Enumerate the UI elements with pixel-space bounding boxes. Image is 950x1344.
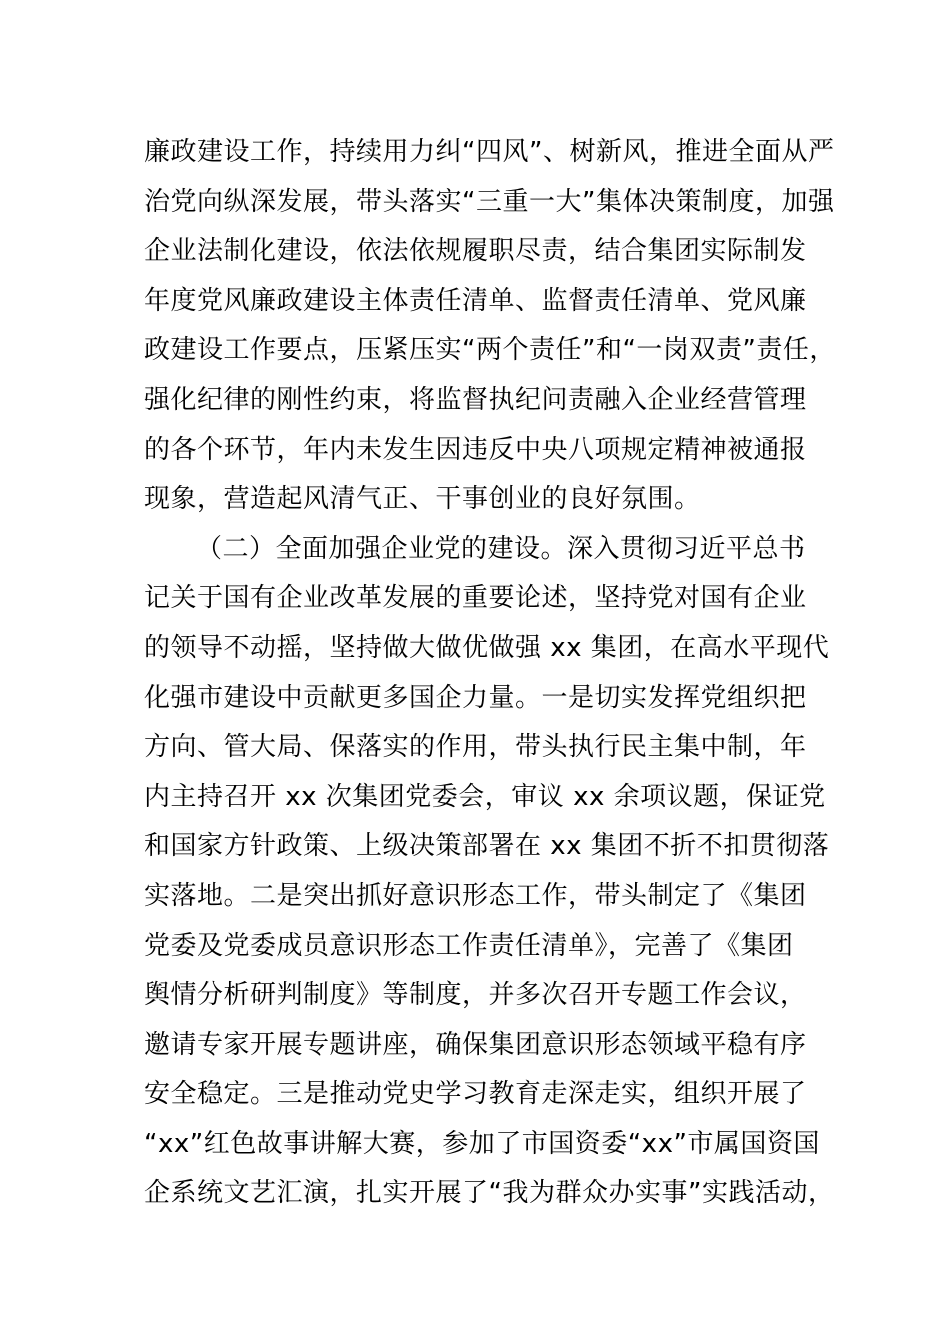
text-line: 化强市建设中贡献更多国企力量。一是切实发挥党组织把 xyxy=(144,682,807,713)
text-line: 安全稳定。三是推动党史学习教育走深走实，组织开展了 xyxy=(144,1079,807,1110)
text-line: 治党向纵深发展，带头落实“三重一大”集体决策制度，加强 xyxy=(144,186,835,217)
text-line: 企系统文艺汇演，扎实开展了“我为群众办实事”实践活动， xyxy=(144,1178,835,1209)
text-line: 方向、管大局、保落实的作用，带头执行民主集中制，年 xyxy=(144,732,807,763)
text-line: 企业法制化建设，依法依规履职尽责，结合集团实际制发 xyxy=(144,236,807,267)
text-line: 政建设工作要点，压紧压实“两个责任”和“一岗双责”责任， xyxy=(144,335,836,366)
text-line: 内主持召开 xx 次集团党委会，审议 xx 余项议题，保证党 xyxy=(144,781,826,812)
text-line: 强化纪律的刚性约束，将监督执纪问责融入企业经营管理 xyxy=(144,384,807,415)
text-line: 邀请专家开展专题讲座，确保集团意识形态领域平稳有序 xyxy=(144,1029,807,1060)
text-line: 和国家方针政策、上级决策部署在 xx 集团不折不扣贯彻落 xyxy=(144,831,830,862)
text-line: 实落地。二是突出抓好意识形态工作，带头制定了《集团 xyxy=(144,880,807,911)
text-line: 的各个环节，年内未发生因违反中央八项规定精神被通报 xyxy=(144,434,807,465)
text-line: 年度党风廉政建设主体责任清单、监督责任清单、党风廉 xyxy=(144,285,807,316)
text-line: 廉政建设工作，持续用力纠“四风”、树新风，推进全面从严 xyxy=(144,137,835,167)
text-line: 舆情分析研判制度》等制度，并多次召开专题工作会议， xyxy=(144,980,807,1011)
text-line: “xx”红色故事讲解大赛，参加了市国资委“xx”市属国资国 xyxy=(144,1128,820,1159)
section-heading-line: （二）全面加强企业党的建设。深入贯彻习近平总书 xyxy=(196,533,806,564)
body-text xyxy=(144,128,836,1219)
text-line: 现象，营造起风清气正、干事创业的良好氛围。 xyxy=(144,484,701,515)
text-line: 记关于国有企业改革发展的重要论述，坚持党对国有企业 xyxy=(144,583,807,614)
text-line: 的领导不动摇，坚持做大做优做强 xx 集团，在高水平现代 xyxy=(144,632,830,663)
text-line: 党委及党委成员意识形态工作责任清单》，完善了《集团 xyxy=(144,930,794,961)
